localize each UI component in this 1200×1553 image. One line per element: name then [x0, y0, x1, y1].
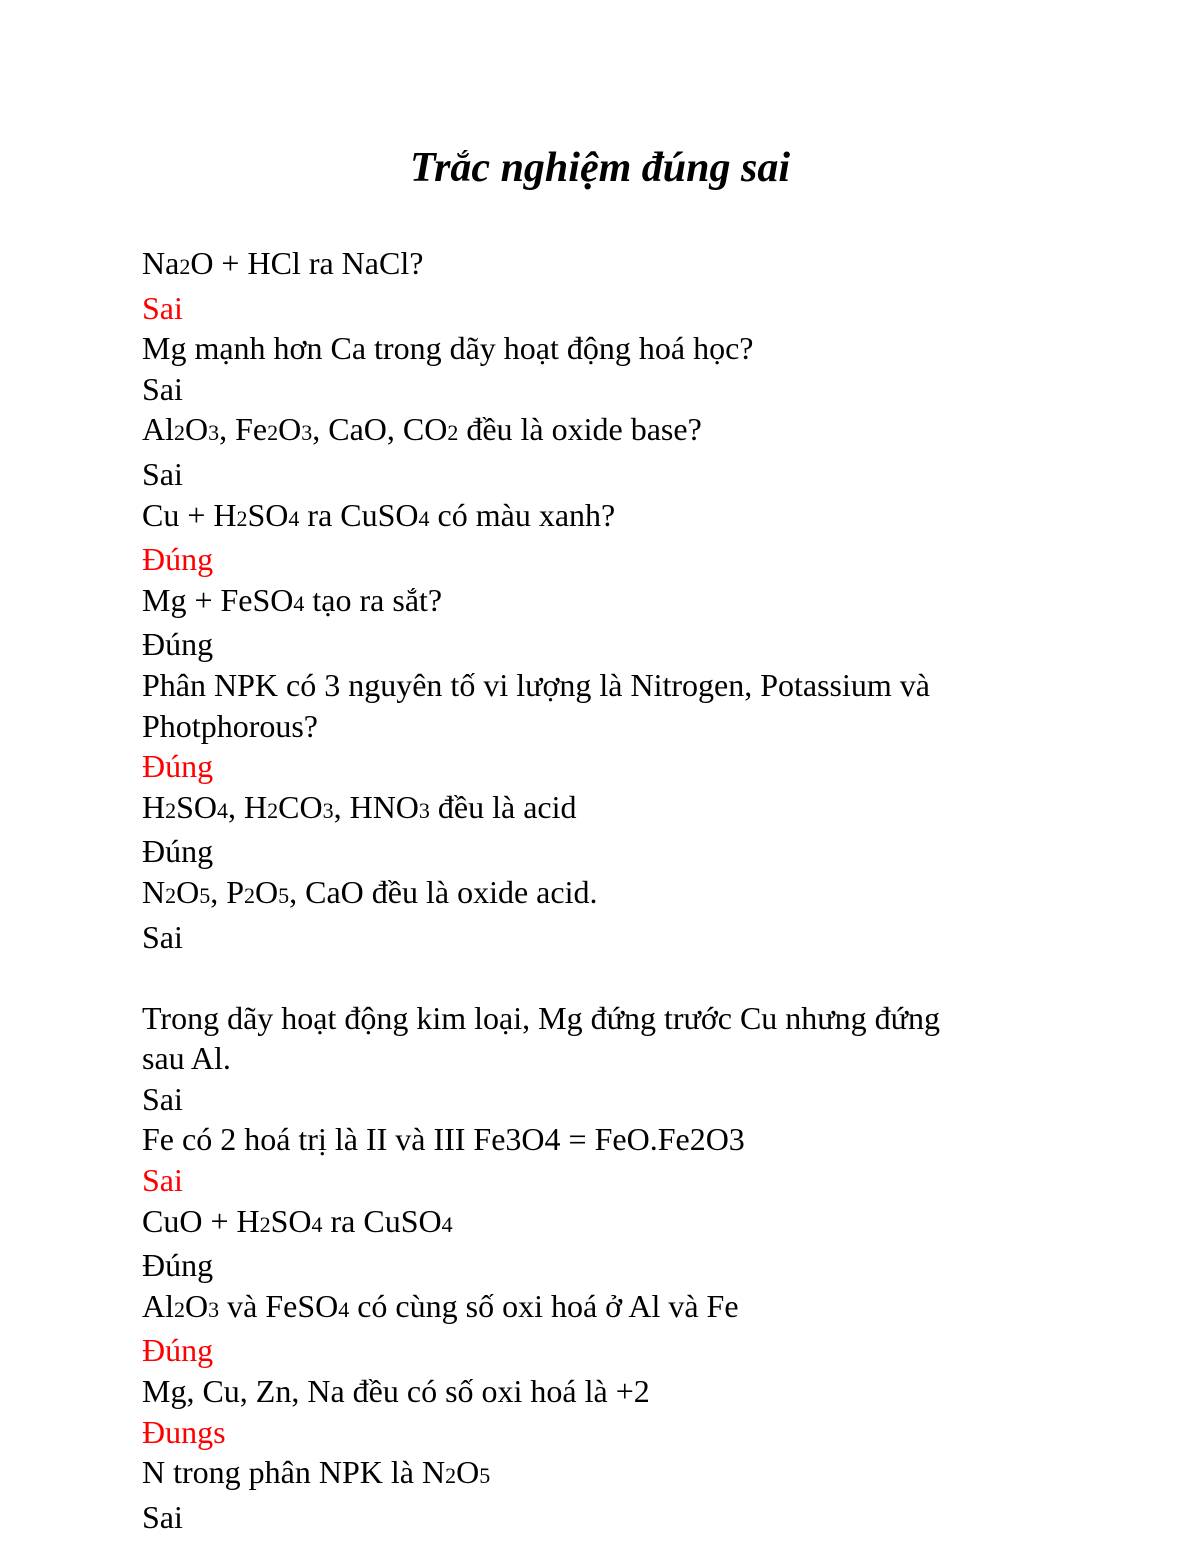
question-line: [142, 787, 1042, 832]
blank-line: [142, 957, 1042, 998]
subscript-digit: 4: [338, 1296, 350, 1322]
text-segment: có cùng số oxi hoá ở Al và Fe: [349, 1287, 739, 1324]
text-segment: Sai: [142, 1498, 183, 1535]
text-segment: , Fe: [219, 411, 268, 448]
answer-line: [142, 369, 1042, 410]
answer-line: [142, 624, 1042, 665]
text-segment: Đúng: [142, 1247, 214, 1284]
answer-line: [142, 1412, 1042, 1453]
subscript-digit: 5: [278, 882, 290, 908]
text-segment: SO: [247, 496, 289, 533]
text-segment: SO: [270, 1202, 312, 1239]
subscript-digit: 3: [208, 420, 220, 446]
subscript-digit: 3: [322, 797, 334, 823]
page-title: Trắc nghiệm đúng sai: [409, 145, 790, 191]
text-segment: Sai: [142, 1080, 183, 1117]
text-segment: Đúng: [142, 833, 214, 870]
subscript-digit: 2: [165, 882, 177, 908]
question-line: [142, 495, 1042, 540]
subscript-digit: 2: [236, 505, 248, 531]
text-segment: ra CuSO: [299, 496, 419, 533]
text-segment: Sai: [142, 370, 183, 407]
question-line: [142, 998, 1042, 1039]
subscript-digit: 4: [311, 1211, 323, 1237]
question-line: [142, 1286, 1042, 1331]
answer-line: [142, 1245, 1042, 1286]
text-segment: ra CuSO: [322, 1202, 442, 1239]
text-segment: , P: [210, 873, 245, 910]
answer-line: [142, 831, 1042, 872]
text-segment: Đúng: [142, 748, 214, 785]
question-line: [142, 1038, 1042, 1079]
answer-line: [142, 746, 1042, 787]
text-segment: Cu + H: [142, 496, 237, 533]
text-segment: Mg + FeSO: [142, 581, 294, 618]
text-segment: Sai: [142, 455, 183, 492]
subscript-digit: 2: [267, 420, 279, 446]
answer-line: [142, 454, 1042, 495]
subscript-digit: 3: [301, 420, 313, 446]
text-segment: Fe có 2 hoá trị là II và III Fe3O4 = FeO.Fe2O3: [142, 1121, 745, 1158]
text-segment: Mg mạnh hơn Ca trong dãy hoạt động hoá học?: [142, 330, 754, 367]
text-segment: O: [278, 411, 302, 448]
question-line: [142, 665, 1042, 706]
text-segment: N: [142, 873, 166, 910]
text-segment: O: [456, 1454, 480, 1491]
text-segment: , CaO, CO: [312, 411, 448, 448]
subscript-digit: 2: [174, 1296, 185, 1322]
answer-line: [142, 539, 1042, 580]
text-segment: O: [176, 873, 200, 910]
subscript-digit: 2: [259, 1211, 271, 1237]
question-line: [142, 1452, 1042, 1497]
text-segment: Đúng: [142, 541, 214, 578]
text-segment: Đúng: [142, 1332, 214, 1369]
subscript-digit: 2: [179, 254, 191, 279]
text-segment: và FeSO: [219, 1287, 339, 1324]
text-segment: CO: [278, 788, 323, 825]
text-segment: Đungs: [142, 1413, 226, 1450]
text-segment: đều là acid: [429, 788, 577, 825]
text-segment: Đúng: [142, 626, 214, 663]
text-segment: O: [255, 873, 279, 910]
subscript-digit: 4: [441, 1211, 453, 1237]
subscript-digit: 5: [199, 882, 211, 908]
question-line: [142, 1119, 1042, 1160]
subscript-digit: 4: [418, 505, 430, 531]
question-line: [142, 872, 1042, 917]
answer-line: [142, 917, 1042, 958]
text-segment: Sai: [142, 1162, 183, 1199]
text-segment: , H: [228, 788, 268, 825]
text-segment: Photphorous?: [142, 707, 318, 744]
text-segment: Sai: [142, 289, 183, 326]
text-segment: Na: [142, 245, 180, 281]
text-segment: CuO + H: [142, 1202, 260, 1239]
text-segment: O: [185, 1287, 209, 1324]
answer-line: [142, 1079, 1042, 1120]
text-segment: H: [142, 788, 166, 825]
text-segment: Al: [142, 1287, 174, 1324]
question-line: [142, 409, 1042, 454]
answer-line: [142, 1330, 1042, 1371]
subscript-digit: 4: [293, 590, 305, 616]
text-segment: Sai: [142, 918, 183, 955]
subscript-digit: 3: [418, 797, 430, 823]
text-segment: O + HCl ra NaCl?: [190, 245, 424, 281]
answer-line: [142, 288, 1042, 329]
subscript-digit: 4: [217, 797, 229, 823]
text-segment: có màu xanh?: [429, 496, 616, 533]
text-segment: SO: [176, 788, 218, 825]
text-segment: tạo ra sắt?: [304, 581, 443, 618]
text-segment: , HNO: [333, 788, 419, 825]
text-segment: Mg, Cu, Zn, Na đều có số oxi hoá là +2: [142, 1373, 650, 1410]
question-line: [142, 1371, 1042, 1412]
subscript-digit: 2: [165, 797, 177, 823]
question-line: [142, 706, 1042, 747]
subscript-digit: 3: [208, 1296, 220, 1322]
text-segment: Phân NPK có 3 nguyên tố vi lượng là Nitrogen, Potassium và: [142, 666, 930, 703]
text-segment: Al: [142, 411, 174, 448]
text-segment: đều là oxide base?: [458, 411, 702, 448]
text-segment: , CaO đều là oxide acid.: [289, 873, 598, 910]
answer-line: [142, 1160, 1042, 1201]
text-segment: N trong phân NPK là N: [142, 1454, 446, 1491]
subscript-digit: 2: [174, 420, 185, 446]
subscript-digit: 2: [267, 797, 279, 823]
answer-line: [142, 1497, 1042, 1538]
text-segment: O: [185, 411, 209, 448]
question-line: [142, 580, 1042, 625]
text-segment: Trong dãy hoạt động kim loại, Mg đứng trước Cu nhưng đứng: [142, 999, 940, 1036]
text-segment: sau Al.: [142, 1040, 231, 1077]
subscript-digit: 2: [244, 882, 256, 908]
subscript-digit: 2: [447, 420, 459, 446]
question-line: [142, 328, 1042, 369]
subscript-digit: 5: [479, 1463, 491, 1489]
document-body: [142, 243, 1042, 1537]
question-line: [142, 243, 1042, 288]
question-line: [142, 1201, 1042, 1246]
subscript-digit: 4: [288, 505, 300, 531]
subscript-digit: 2: [445, 1463, 457, 1489]
